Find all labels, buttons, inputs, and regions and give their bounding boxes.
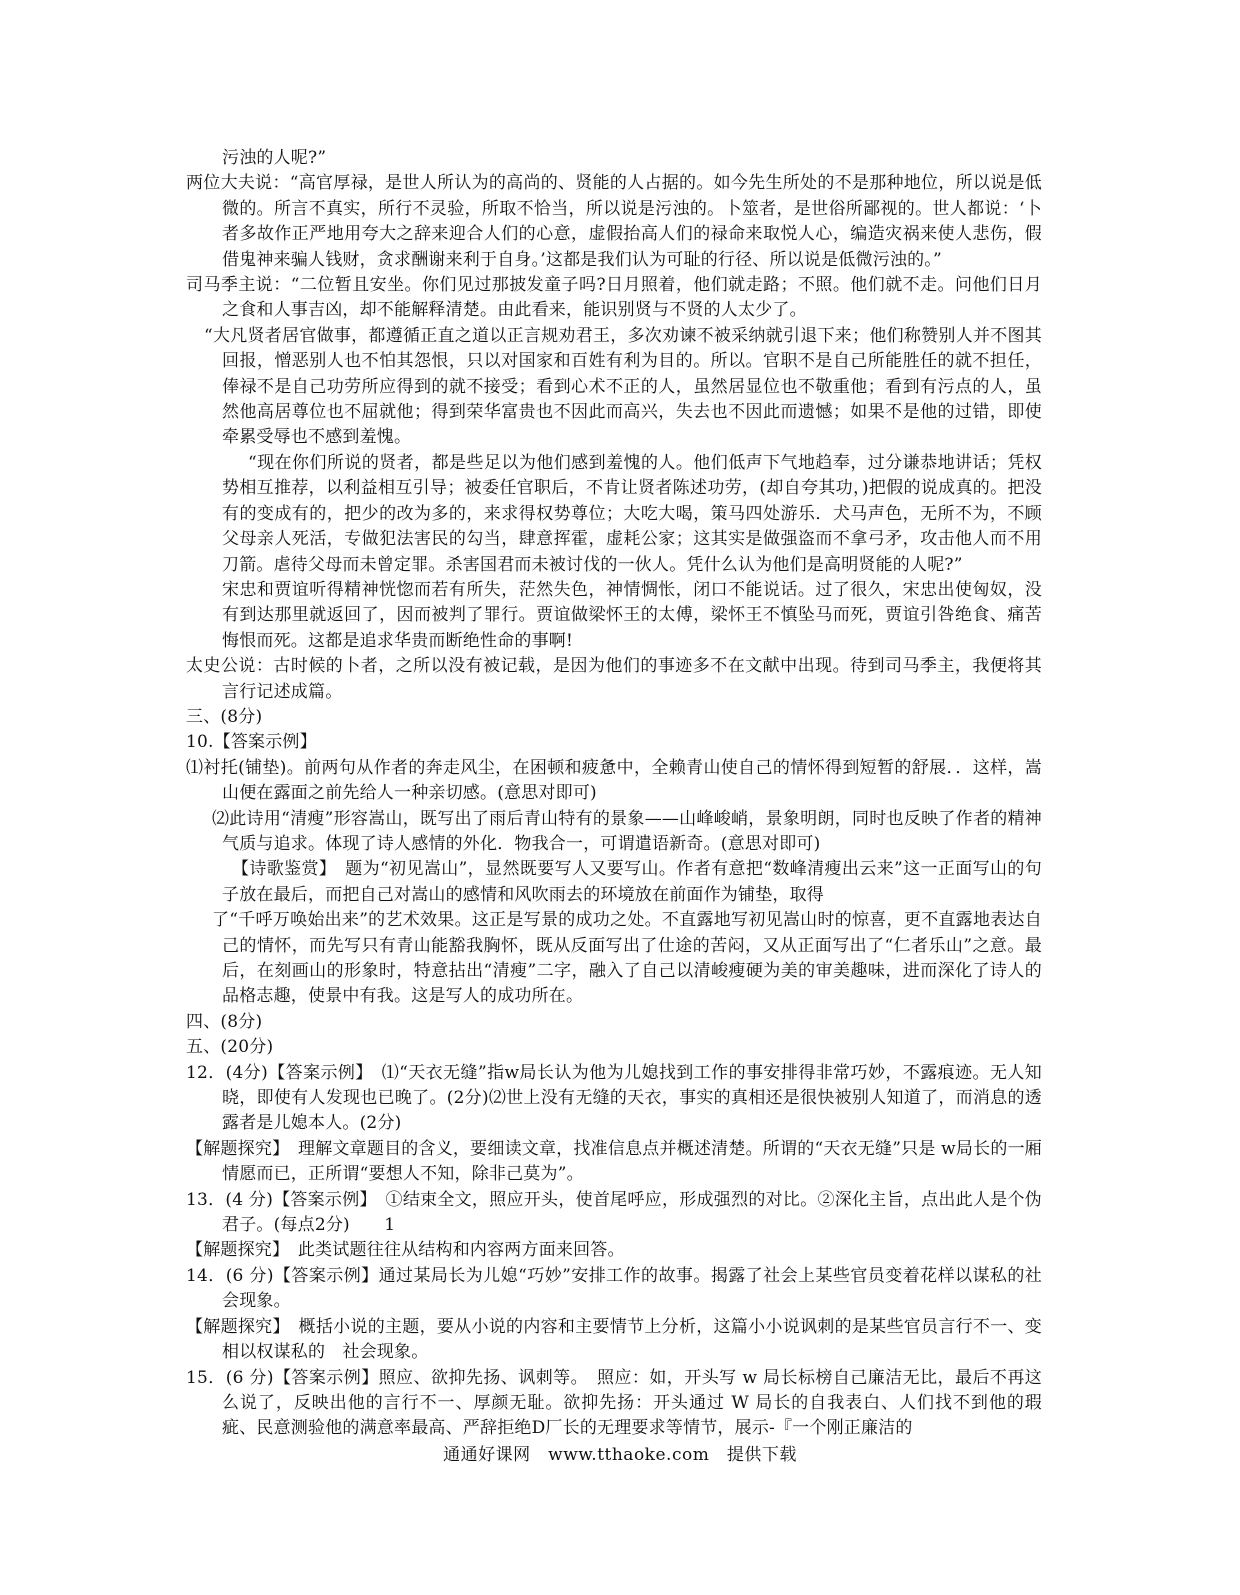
paragraph: 两位大夫说：“高官厚禄，是世人所认为的高尚的、贤能的人占据的。如今先生所处的不是那种地位，所以说是低微的。所言不真实，所行不灵验，所取不恰当，所以说是污浊的。卜筮者，是世俗所鄙视的。世人都说：‘卜者多故作正严地用夸大之辞来迎合人们的心意，虚假抬高人们的禄命来取悦人心，编造灾祸来使人悲伤，假借鬼神来骗人钱财，贪求酬谢来利于自身。’这都是我们认为可耻的行径、所以说是低微污浊的。” [186,173,1042,270]
paragraph: “大凡贤者居官做事，都遵循正直之道以正言规劝君王，多次劝谏不被采纳就引退下来；他们称赞别人并不图其回报，憎恶别人也不怕其怨恨，只以对国家和百姓有利为目的。所以。官职不是自己所能胜任的就不担任，俸禄不是自己功劳所应得到的就不接受；看到心术不正的人，虽然居显位也不敬重他；看到有污点的人，虽然他高居尊位也不屈就他；得到荣华富贵也不因此而高兴，失去也不因此而遗憾；如果不是他的过错，即使牵累受辱也不感到羞愧。 [204,325,1042,448]
paragraph: 太史公说：古时候的卜者，之所以没有被记载，是因为他们的事迹多不在文献中出现。待到司马季主，我便将其言行记述成篇。 [186,656,1042,702]
paragraph: 了“千呼万唤始出来”的艺术效果。这正是写景的成功之处。不直露地写初见嵩山时的惊喜，更不直露地表达自己的情怀，而先写只有青山能豁我胸怀，既从反面写出了仕途的苦闷，又从正面写出了“仁者乐山”之意。最后，在刻画山的形象时，特意拈出“清瘦”二字，融入了自己以清峻瘦硬为美的审美趣味，进而深化了诗人的品格志趣，使景中有我。这是写人的成功所在。 [212,910,1042,1007]
paragraph: 13．(4 分)【答案示例】 ①结束全文，照应开头，使首尾呼应，形成强烈的对比。②深化主旨，点出此人是个伪君子。(每点2分) 1 [186,1189,1042,1236]
paragraph: 14．(6 分)【答案示例】通过某局长为儿媳“巧妙”安排工作的故事。揭露了社会上某些官员变着花样以谋私的社会现象。 [186,1265,1042,1312]
paragraph: 宋忠和贾谊听得精神恍惚而若有所失，茫然失色，神情惆怅，闭口不能说话。过了很久，宋忠出使匈奴，没有到达那里就返回了，因而被判了罪行。贾谊做梁怀王的太傅，梁怀王不慎坠马而死，贾谊引咎绝食、痛苦悔恨而死。这都是追求华贵而断绝性命的事啊! [222,579,1042,651]
paragraph: 司马季主说：“二位暂且安坐。你们见过那披发童子吗?日月照着，他们就走路；不照。他们就不走。问他们日月之食和人事吉凶，却不能解释清楚。由此看来，能识别贤与不贤的人太少了。 [186,275,1042,321]
paragraph: 12．(4分)【答案示例】 ⑴“天衣无缝”指w局长认为他为儿媳找到工作的事安排得非常巧妙，不露痕迹。无人知晓，即使有人发现也已晚了。(2分)⑵世上没有无缝的天衣，事实的真相还是很快被别人知道了，而消息的透露者是儿媳本人。(2分) [186,1062,1042,1134]
paragraph: “现在你们所说的贤者，都是些足以为他们感到羞愧的人。他们低声下气地趋奉，过分谦恭地讲话；凭权势相互推荐，以利益相互引导；被委任官职后，不肯让贤者陈述功劳，(却自夸其功，)把假的说成真的。把没有的变成有的，把少的改为多的，来求得权势尊位；大吃大喝，策马四处游乐．犬马声色，无所不为，不顾父母亲人死活，专做犯法害民的勾当，肆意挥霍，虚耗公家；这其实是做强盗而不拿弓矛，攻击他人而不用刀箭。虐待父母而未曾定罪。杀害国君而未被讨伐的一伙人。凭什么认为他们是高明贤能的人呢?” [222,452,1042,575]
page-footer: 通通好课网 www.tthaoke.com 提供下载 [443,1445,797,1465]
document-body [186,146,1042,1442]
paragraph: 【诗歌鉴赏】 题为“初见嵩山”，显然既要写人又要写山。作者有意把“数峰清瘦出云来”这一正面写山的句子放在最后，而把自己对嵩山的感情和风吹雨去的环境放在前面作为铺垫，取得 [222,859,1042,905]
paragraph: 三、(8分) [186,706,263,727]
paragraph: 15．(6 分)【答案示例】照应、欲抑先扬、讽刺等。 照应：如，开头写 w 局长标榜自己廉洁无比，最后不再这么说了，反映出他的言行不一、厚颜无耻。欲抑先扬：开头通过 W 局长的自我表白、人们找不到他的瑕疵、民意测验他的满意率最高、严辞拒绝D厂长的无理要求等情节，展示-『一个刚正廉洁的 [186,1367,1042,1439]
paragraph: ⑴衬托(铺垫)。前两句从作者的奔走风尘，在困顿和疲惫中，全赖青山使自己的情怀得到短暂的舒展．．这样，嵩山便在露面之前先给人一种亲切感。(意思对即可) [186,757,1042,804]
paragraph: 【解题探究】 概括小说的主题，要从小说的内容和主要情节上分析，这篇小小说讽刺的是某些官员言行不一、变相以权谋私的 社会现象。 [186,1316,1042,1363]
paragraph: 【解题探究】 此类试题往往从结构和内容两方面来回答。 [186,1240,625,1261]
paragraph: 五、(20分) [186,1037,274,1058]
paragraph: ⑵此诗用“清瘦”形容嵩山，既写出了雨后青山特有的景象——山峰峻峭，景象明朗，同时也反映了作者的精神气质与追求。体现了诗人感情的外化．物我合一，可谓遣语新奇。(意思对即可) [212,808,1042,854]
paragraph: 污浊的人呢?” [222,148,327,168]
paragraph: 四、(8分) [186,1011,263,1032]
paragraph: 10.【答案示例】 [186,732,317,753]
paragraph: 【解题探究】 理解文章题目的含义，要细读文章，找准信息点并概述清楚。所谓的“天衣无缝”只是 w局长的一厢情愿而已，正所谓“要想人不知，除非己莫为”。 [186,1138,1042,1185]
